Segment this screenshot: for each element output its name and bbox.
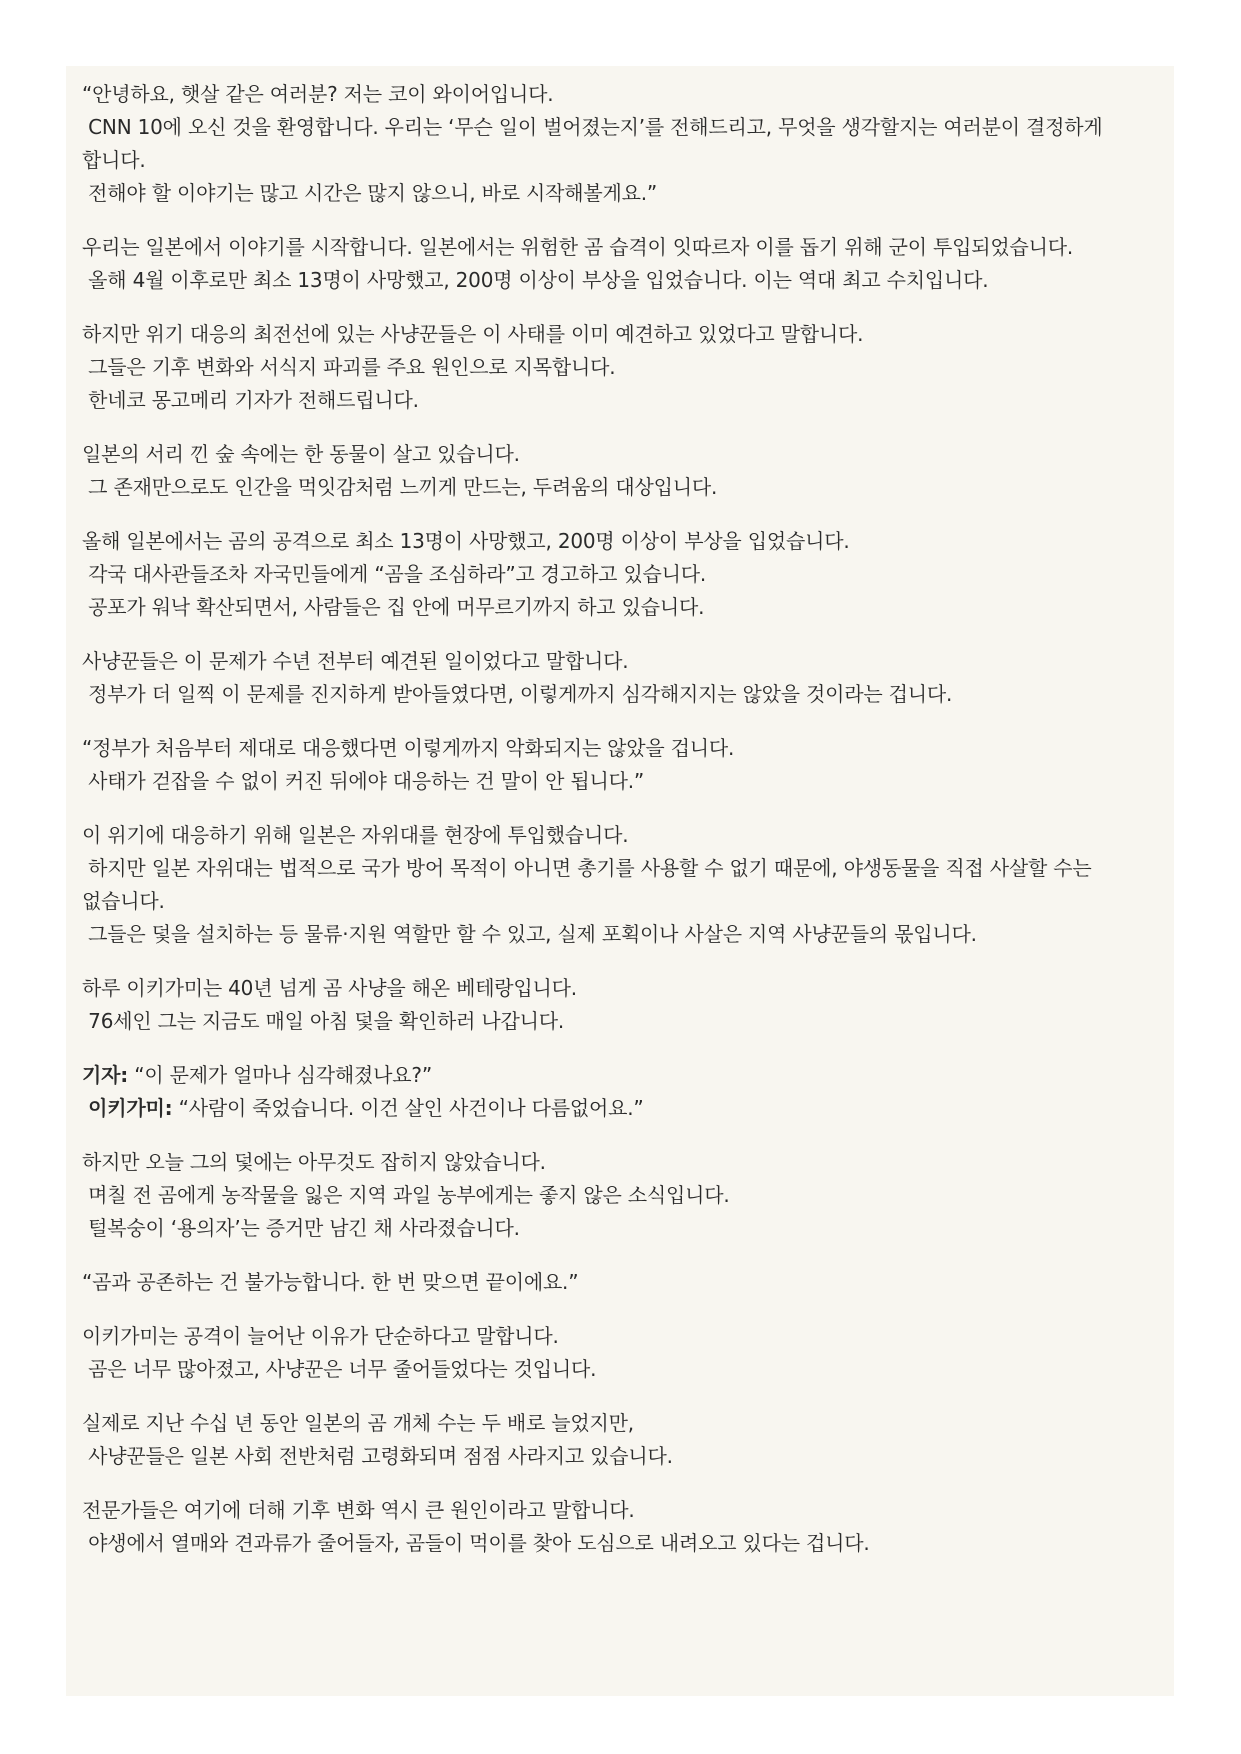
text-line: 하지만 오늘 그의 덫에는 아무것도 잡히지 않았습니다. xyxy=(82,1150,546,1174)
text-line: 곰은 너무 많아졌고, 사냥꾼은 너무 줄어들었다는 것입니다. xyxy=(82,1357,597,1381)
dialogue-line xyxy=(82,1059,1172,1092)
text-line: “곰과 공존하는 건 불가능합니다. 한 번 맞으면 끝이에요.” xyxy=(82,1270,579,1294)
text-line: 이 위기에 대응하기 위해 일본은 자위대를 현장에 투입했습니다. xyxy=(82,823,629,847)
text-line: 그들은 기후 변화와 서식지 파괴를 주요 원인으로 지목합니다. xyxy=(82,355,616,379)
paragraph xyxy=(82,231,1172,297)
text-line: 그들은 덫을 설치하는 등 물류·지원 역할만 할 수 있고, 실제 포획이나 사살은 지역 사냥꾼들의 몫입니다. xyxy=(82,922,977,946)
speaker-label: 기자: xyxy=(82,1063,129,1087)
speaker-quote: “이 문제가 얼마나 심각해졌나요?” xyxy=(128,1063,432,1087)
text-line: 사냥꾼들은 일본 사회 전반처럼 고령화되며 점점 사라지고 있습니다. xyxy=(82,1444,673,1468)
text-line: 한네코 몽고메리 기자가 전해드립니다. xyxy=(82,388,419,412)
text-line: 하지만 일본 자위대는 법적으로 국가 방어 목적이 아니면 총기를 사용할 수 없기 때문에, 야생동물을 직접 사살할 수는 없습니다. xyxy=(82,856,1098,913)
text-line: CNN 10에 오신 것을 환영합니다. 우리는 ‘무슨 일이 벌어졌는지’를 전해드리고, 무엇을 생각할지는 여러분이 결정하게 합니다. xyxy=(82,115,1109,172)
text-line: 76세인 그는 지금도 매일 아침 덫을 확인하러 나갑니다. xyxy=(82,1009,565,1033)
text-line: 공포가 워낙 확산되면서, 사람들은 집 안에 머무르기까지 하고 있습니다. xyxy=(82,595,705,619)
document-page xyxy=(66,66,1174,1696)
paragraph xyxy=(82,645,1172,711)
text-line: 전문가들은 여기에 더해 기후 변화 역시 큰 원인이라고 말합니다. xyxy=(82,1498,635,1522)
text-line: 실제로 지난 수십 년 동안 일본의 곰 개체 수는 두 배로 늘었지만, xyxy=(82,1411,634,1435)
text-line: 야생에서 열매와 견과류가 줄어들자, 곰들이 먹이를 찾아 도심으로 내려오고 있다는 겁니다. xyxy=(82,1531,870,1555)
paragraph xyxy=(82,1266,1172,1299)
paragraph xyxy=(82,318,1172,417)
text-line: “안녕하요, 햇살 같은 여러분? 저는 코이 와이어입니다. xyxy=(82,82,554,106)
text-line: 전해야 할 이야기는 많고 시간은 많지 않으니, 바로 시작해볼게요.” xyxy=(82,181,658,205)
paragraph xyxy=(82,1494,1172,1560)
speaker-quote: “사람이 죽었습니다. 이건 살인 사건이나 다름없어요.” xyxy=(172,1096,644,1120)
text-line: 하지만 위기 대응의 최전선에 있는 사냥꾼들은 이 사태를 이미 예견하고 있었다고 말합니다. xyxy=(82,322,864,346)
paragraph xyxy=(82,972,1172,1038)
paragraph xyxy=(82,1407,1172,1473)
paragraph xyxy=(82,525,1172,624)
text-line: 그 존재만으로도 인간을 먹잇감처럼 느끼게 만드는, 두려움의 대상입니다. xyxy=(82,475,718,499)
text-line: 며칠 전 곰에게 농작물을 잃은 지역 과일 농부에게는 좋지 않은 소식입니다. xyxy=(82,1183,730,1207)
text-line: 정부가 더 일찍 이 문제를 진지하게 받아들였다면, 이렇게까지 심각해지지는 않았을 것이라는 겁니다. xyxy=(82,682,953,706)
text-line: 사냥꾼들은 이 문제가 수년 전부터 예견된 일이었다고 말합니다. xyxy=(82,649,629,673)
interview-dialogue xyxy=(82,1059,1172,1125)
text-line: 올해 일본에서는 곰의 공격으로 최소 13명이 사망했고, 200명 이상이 부상을 입었습니다. xyxy=(82,529,850,553)
dialogue-line xyxy=(82,1092,1172,1125)
speaker-label: 이키가미: xyxy=(88,1096,173,1120)
article-body xyxy=(82,78,1172,1581)
paragraph xyxy=(82,819,1172,951)
text-line: 털복숭이 ‘용의자’는 증거만 남긴 채 사라졌습니다. xyxy=(82,1216,520,1240)
paragraph xyxy=(82,732,1172,798)
paragraph xyxy=(82,438,1172,504)
text-line: 올해 4월 이후로만 최소 13명이 사망했고, 200명 이상이 부상을 입었습니다. 이는 역대 최고 수치입니다. xyxy=(82,268,989,292)
text-line: 이키가미는 공격이 늘어난 이유가 단순하다고 말합니다. xyxy=(82,1324,559,1348)
text-line: “정부가 처음부터 제대로 대응했다면 이렇게까지 악화되지는 않았을 겁니다. xyxy=(82,736,735,760)
text-line: 하루 이키가미는 40년 넘게 곰 사냥을 해온 베테랑입니다. xyxy=(82,976,577,1000)
paragraph xyxy=(82,78,1172,210)
paragraph xyxy=(82,1320,1172,1386)
paragraph xyxy=(82,1146,1172,1245)
text-line: 우리는 일본에서 이야기를 시작합니다. 일본에서는 위험한 곰 습격이 잇따르자 이를 돕기 위해 군이 투입되었습니다. xyxy=(82,235,1074,259)
text-line: 각국 대사관들조차 자국민들에게 “곰을 조심하라”고 경고하고 있습니다. xyxy=(82,562,707,586)
text-line: 일본의 서리 낀 숲 속에는 한 동물이 살고 있습니다. xyxy=(82,442,520,466)
text-line: 사태가 걷잡을 수 없이 커진 뒤에야 대응하는 건 말이 안 됩니다.” xyxy=(82,769,645,793)
